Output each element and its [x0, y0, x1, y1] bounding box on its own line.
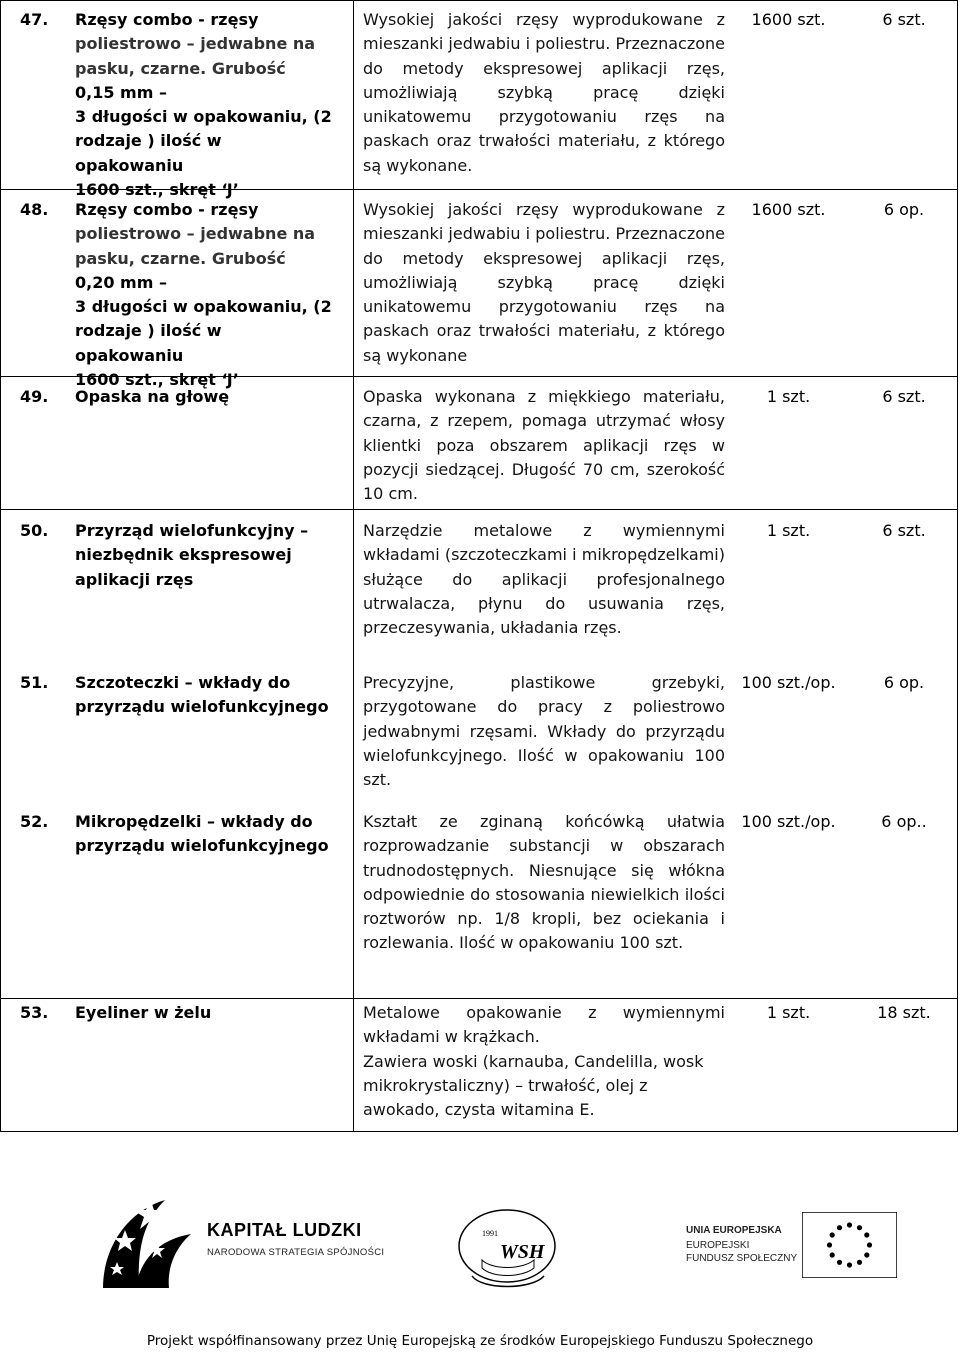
- item-amount: 18 szt.: [877, 1003, 931, 1022]
- eu-line-3: FUNDUSZ SPOŁECZNY: [686, 1253, 798, 1264]
- item-description: Kształt ze zginaną końcówką ułatwia rozprowadzanie substancji w obszarach trudnodostępnych. Niesnujące się włókna odpowiednie do stosowania niewielkich ilości roztworów np. 1/8 kropli, bez ociekania i rozlewania. Ilość w opakowaniu 100 szt.: [363, 812, 725, 953]
- eu-flag-icon: [802, 1212, 897, 1278]
- table-row: [0, 509, 958, 671]
- item-name: Eyeliner w żelu: [75, 1003, 212, 1022]
- item-description: Precyzyjne, plastikowe grzebyki, przygotowane do pracy z poliestrowo jedwabnymi rzęsami. Wkłady do przyrządu wielofunkcyjnego. Ilość w opakowaniu 100 szt.: [363, 673, 725, 790]
- svg-text:WSH: WSH: [500, 1241, 545, 1263]
- table-row: [0, 809, 958, 998]
- footer-cofinancing-text: Projekt współfinansowany przez Unię Europejską ze środków Europejskiego Funduszu Społecznego: [146, 1333, 814, 1349]
- table-row: [0, 376, 958, 510]
- table-row: [0, 998, 958, 1132]
- item-description: Narzędzie metalowe z wymiennymi wkładami (szczoteczkami i mikropędzelkami) służące do aplikacji profesjonalnego utrwalacza, płynu do usuwania rzęs, przeczesywania, układania rzęs.: [363, 521, 725, 638]
- row-number: 50.: [20, 521, 49, 540]
- eu-line-2: EUROPEJSKI: [686, 1240, 750, 1251]
- table-row: [0, 670, 958, 809]
- item-description: Wysokiej jakości rzęsy wyprodukowane z mieszanki jedwabiu i poliestru. Przeznaczone do metody ekspresowej aplikacji rzęs, umożliwiają szybką pracę dzięki unikatowemu przygotowaniu rzęs na paskach oraz trwałości materiału, z którego są wykonane.: [363, 10, 725, 175]
- row-number: 47.: [20, 10, 49, 29]
- item-unit-quantity: 1 szt.: [766, 1003, 811, 1022]
- row-number: 48.: [20, 200, 49, 219]
- item-description: Opaska wykonana z miękkiego materiału, czarna, z rzepem, pomaga utrzymać włosy klientki poza obszarem aplikacji rzęs w pozycji siedzącej. Długość 70 cm, szerokość 10 cm.: [363, 387, 725, 504]
- item-amount: 6 op.: [883, 200, 925, 219]
- table-row: [0, 0, 958, 200]
- item-name: Rzęsy combo - rzęsy poliestrowo – jedwabne na pasku, czarne. Grubość 0,15 mm – 3 długości w opakowaniu, (2 rodzaje ) ilość w opakowaniu 1600 szt., skręt ‘J’: [75, 10, 332, 200]
- item-name: Przyrząd wielofunkcyjny – niezbędnik ekspresowej aplikacji rzęs: [75, 521, 309, 589]
- item-amount: 6 op.: [883, 673, 925, 692]
- item-unit-quantity: 100 szt./op.: [741, 673, 836, 692]
- row-number: 49.: [20, 387, 49, 406]
- row-number: 51.: [20, 673, 49, 692]
- table-row: [0, 189, 958, 390]
- row-number: 52.: [20, 812, 49, 831]
- item-name: Opaska na głowę: [75, 387, 230, 406]
- item-unit-quantity: 1600 szt.: [751, 10, 826, 29]
- footer-logos: [0, 1190, 960, 1330]
- item-description: Metalowe opakowanie z wymiennymi wkładami w krążkach. Zawiera woski (karnauba, Candelilla, wosk mikrokrystaliczny) – trwałość, olej z awokado, czysta witamina E.: [363, 1003, 725, 1120]
- eu-logo: [0, 1190, 960, 1310]
- item-amount: 6 szt.: [882, 521, 926, 540]
- item-unit-quantity: 1 szt.: [766, 521, 811, 540]
- item-description: Wysokiej jakości rzęsy wyprodukowane z mieszanki jedwabiu i poliestru. Przeznaczone do metody ekspresowej aplikacji rzęs, umożliwiają szybką pracę dzięki unikatowemu przygotowaniu rzęs na paskach oraz trwałości materiału, z którego są wykonane: [363, 200, 725, 365]
- eu-line-1: UNIA EUROPEJSKA: [686, 1225, 782, 1236]
- item-amount: 6 szt.: [882, 10, 926, 29]
- kapital-ludzki-subtitle: NARODOWA STRATEGIA SPÓJNOŚCI: [207, 1247, 385, 1258]
- kapital-ludzki-title: KAPITAŁ LUDZKI: [207, 1220, 362, 1240]
- item-unit-quantity: 1 szt.: [766, 387, 811, 406]
- item-amount: 6 szt.: [882, 387, 926, 406]
- svg-text:1991: 1991: [482, 1229, 498, 1238]
- item-name: Rzęsy combo - rzęsy poliestrowo – jedwabne na pasku, czarne. Grubość 0,20 mm – 3 długości w opakowaniu, (2 rodzaje ) ilość w opakowaniu 1600 szt., skręt ‘J’: [75, 200, 332, 390]
- item-unit-quantity: 1600 szt.: [751, 200, 826, 219]
- item-name: Mikropędzelki – wkłady do przyrządu wielofunkcyjnego: [75, 812, 329, 856]
- row-number: 53.: [20, 1003, 49, 1022]
- item-name: Szczoteczki – wkłady do przyrządu wielofunkcyjnego: [75, 673, 329, 717]
- item-unit-quantity: 100 szt./op.: [741, 812, 836, 831]
- item-amount: 6 op..: [881, 812, 927, 831]
